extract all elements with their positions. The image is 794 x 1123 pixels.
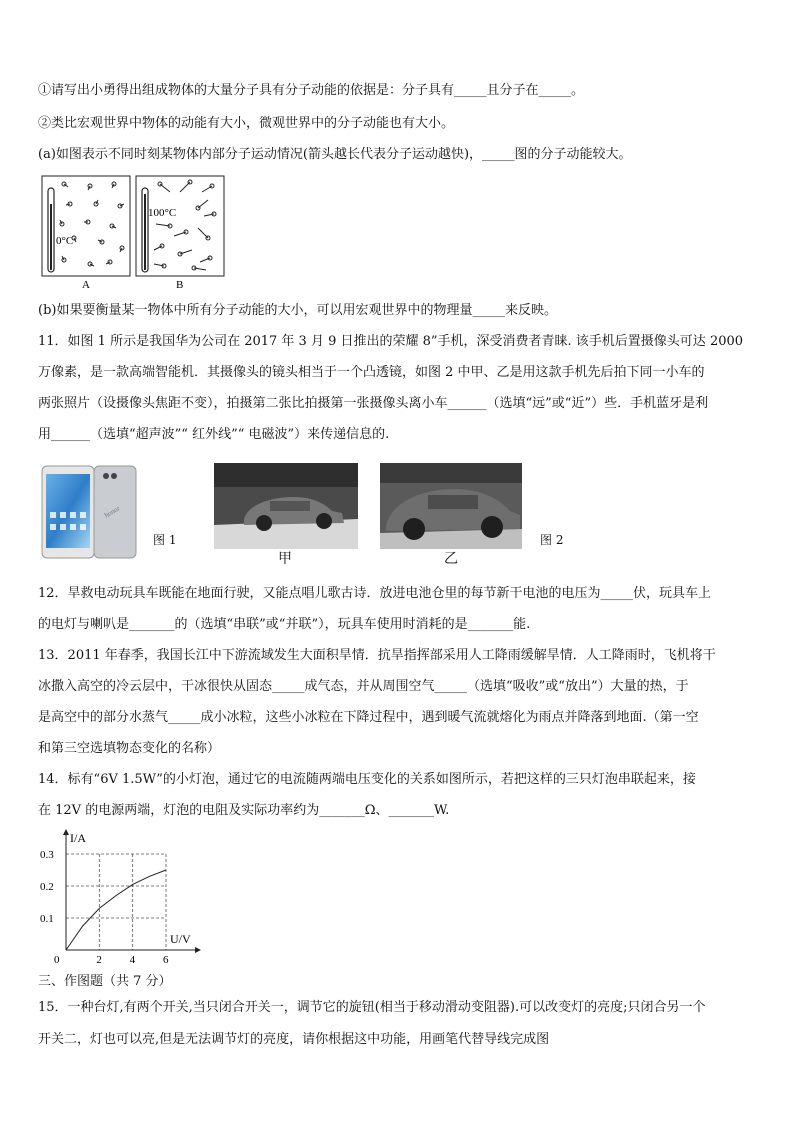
figure-a-box (42, 176, 130, 276)
iu-curve-line (66, 870, 166, 950)
figure-a-label: A (82, 279, 90, 291)
question-13-line3: 是高空中的部分水蒸气_____成小冰粒，这些小冰粒在下降过程中，遇到暖气流就熔化为雨点并降落到地面.（第一空 (38, 710, 699, 725)
figure-a-temp: 0°C (56, 235, 74, 247)
figure-2-right-label: 乙 (444, 551, 458, 567)
phone-brand: honor (103, 504, 122, 520)
question-11-line1: 11．如图 1 所示是我国华为公司在 2017 年 3 月 9 日推出的荣耀 8”手机，深受消费者青睐. 该手机后置摄像头可达 2000 (38, 334, 744, 349)
current-voltage-chart (36, 828, 216, 968)
question-10-part2: ②类比宏观世界中物体的动能有大小，微观世界中的分子动能也有大小。 (38, 116, 455, 131)
x-tick-label: 2 (96, 954, 102, 966)
figure-b-temp: 100°C (148, 207, 177, 219)
figure-b-box (136, 176, 224, 276)
y-tick-label: 0.2 (40, 881, 54, 893)
question-11-line3: 两张照片（设摄像头焦距不变），拍摄第二张比拍摄第一张摄像头离小车______（选填“远”或“近”）些．手机蓝牙是利 (38, 396, 709, 411)
question-10-a: (a)如图表示不同时刻某物体内部分子运动情况(箭头越长代表分子运动越快)，_____图的分子动能较大。 (38, 147, 632, 162)
car-photo-yi (380, 463, 522, 549)
question-12-line1: 12．旱救电动玩具车既能在地面行驶，又能点唱儿歌古诗．放进电池仓里的每节新干电池的电压为_____伏，玩具车上 (38, 586, 712, 601)
figure-2-left-label: 甲 (278, 551, 292, 567)
figure-b-label: B (176, 279, 184, 291)
question-13-line4: 和第三空选填物态变化的名称） (38, 741, 221, 756)
molecule-figure (40, 174, 230, 294)
y-axis-label: I/A (70, 831, 86, 845)
question-15-line1: 15．一种台灯,有两个开关,当只闭合开关一，调节它的旋钮(相当于移动滑动变阻器).可以改变灯的亮度;只闭合另一个 (38, 1000, 706, 1015)
x-tick-label: 6 (163, 954, 169, 966)
question-14-line2: 在 12V 的电源两端，灯泡的电阻及实际功率约为_______Ω、_______W. (38, 803, 450, 818)
x-axis-label: U/V (170, 932, 191, 946)
x-tick-label: 0 (54, 954, 60, 966)
question-11-line2: 万像素，是一款高端智能机．其摄像头的镜头相当于一个凸透镜，如图 2 中甲、乙是用这款手机先后拍下同一小车的 (38, 365, 705, 380)
question-10-part1: ①请写出小勇得出组成物体的大量分子具有分子动能的依据是：分子具有_____且分子在_____。 (38, 83, 585, 98)
question-13-line1: 13．2011 年春季，我国长江中下游流域发生大面积旱情．抗旱指挥部采用人工降雨缓解旱情．人工降雨时，飞机将干 (38, 648, 716, 663)
y-tick-label: 0.1 (40, 913, 54, 925)
question-10-b: (b)如果要衡量某一物体中所有分子动能的大小，可以用宏观世界中的物理量_____来反映。 (38, 303, 557, 318)
phone-image (40, 462, 140, 562)
figure-2-caption: 图 2 (540, 533, 564, 547)
question-15-line2: 开关二，灯也可以亮,但是无法调节灯的亮度，请你根据这中功能，用画笔代替导线完成图 (38, 1032, 550, 1047)
question-13-line2: 冰撒入高空的冷云层中，干冰很快从固态_____成气态，并从周围空气_____（选填“吸收”或“放出”）大量的热，于 (38, 679, 689, 694)
section-3-heading: 三、作图题（共 7 分） (38, 974, 172, 989)
y-tick-label: 0.3 (40, 849, 54, 861)
question-11-line4: 用______（选填“超声波”“ 红外线”“ 电磁波”）来传递信息的. (38, 427, 390, 442)
figure-1-caption: 图 1 (153, 533, 177, 547)
question-14-line1: 14．标有“6V 1.5W”的小灯泡，通过它的电流随两端电压变化的关系如图所示，若把这样的三只灯泡串联起来，接 (38, 772, 696, 787)
question-12-line2: 的电灯与喇叭是_______的（选填“串联”或“并联”），玩具车使用时消耗的是_______能. (38, 617, 531, 632)
car-photo-jia (214, 463, 358, 549)
x-tick-label: 4 (129, 954, 136, 966)
